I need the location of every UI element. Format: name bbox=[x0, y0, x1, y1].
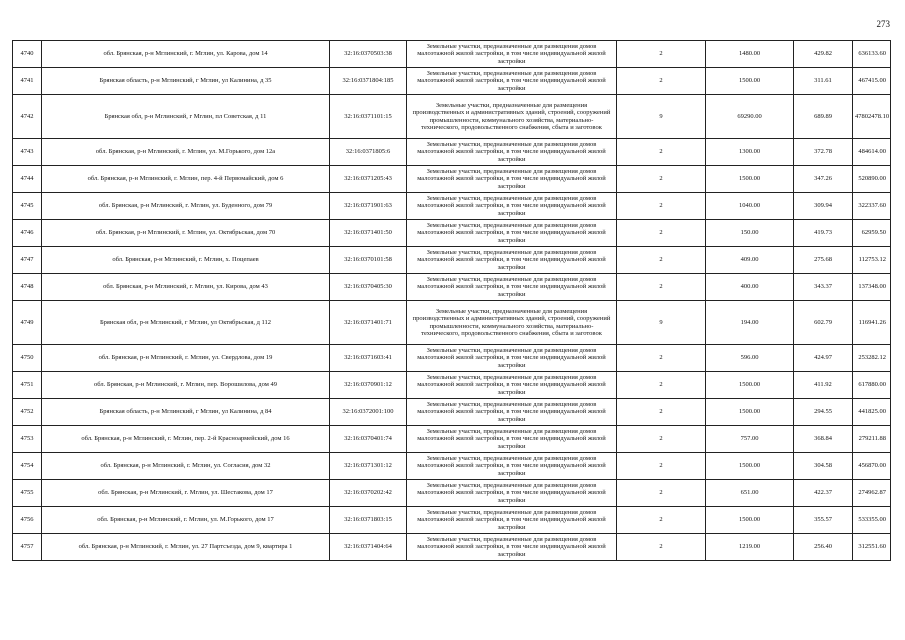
table-row bbox=[13, 480, 891, 507]
land-category-cell: Земельные участки, предназначенные для размещения домов малоэтажной жилой застройки, в том числе индивидуальной жилой застройки bbox=[407, 399, 617, 426]
table-row bbox=[13, 274, 891, 301]
area-cell: 1500.00 bbox=[706, 166, 794, 193]
cadastral-value-cell: 467415.00 bbox=[853, 68, 891, 95]
unit-price-cell: 689.89 bbox=[794, 95, 853, 139]
group-cell: 2 bbox=[617, 139, 706, 166]
table-row bbox=[13, 166, 891, 193]
cadastral-value-cell: 116941.26 bbox=[853, 301, 891, 345]
group-cell: 2 bbox=[617, 480, 706, 507]
table-row bbox=[13, 534, 891, 561]
group-cell: 2 bbox=[617, 68, 706, 95]
cadastral-value-cell: 520890.00 bbox=[853, 166, 891, 193]
address-cell: обл. Брянская, р-н Мглинский, г. Мглин, ул. Буденного, дом 79 bbox=[42, 193, 330, 220]
cadastral-value-cell: 617880.00 bbox=[853, 372, 891, 399]
group-cell: 2 bbox=[617, 372, 706, 399]
cadastral-value-cell: 312551.60 bbox=[853, 534, 891, 561]
group-cell: 2 bbox=[617, 507, 706, 534]
land-category-cell: Земельные участки, предназначенные для размещения домов малоэтажной жилой застройки, в том числе индивидуальной жилой застройки bbox=[407, 274, 617, 301]
land-category-cell: Земельные участки, предназначенные для размещения производственных и административных зданий, строений, сооружений промышленности, коммунального хозяйства, материально-технического, продовольственного снабжения, сбыта и заготовок bbox=[407, 301, 617, 345]
address-cell: обл. Брянская, р-н Мглинский, г. Мглин, пер. 4-й Первомайский, дом 6 bbox=[42, 166, 330, 193]
row-number-cell: 4742 bbox=[13, 95, 42, 139]
unit-price-cell: 419.73 bbox=[794, 220, 853, 247]
cadastral-number-cell: 32:16:0370503:38 bbox=[330, 41, 407, 68]
group-cell: 2 bbox=[617, 345, 706, 372]
table-row bbox=[13, 372, 891, 399]
cadastral-number-cell: 32:16:0371301:12 bbox=[330, 453, 407, 480]
area-cell: 757.00 bbox=[706, 426, 794, 453]
row-number-cell: 4752 bbox=[13, 399, 42, 426]
row-number-cell: 4750 bbox=[13, 345, 42, 372]
unit-price-cell: 343.37 bbox=[794, 274, 853, 301]
address-cell: обл. Брянская, р-н Мглинский, г. Мглин, ул. Октябрьская, дом 70 bbox=[42, 220, 330, 247]
area-cell: 1500.00 bbox=[706, 372, 794, 399]
row-number-cell: 4749 bbox=[13, 301, 42, 345]
table-row bbox=[13, 507, 891, 534]
address-cell: обл. Брянская, р-н Мглинский, г. Мглин, ул. Карова, дом 14 bbox=[42, 41, 330, 68]
unit-price-cell: 275.68 bbox=[794, 247, 853, 274]
land-category-cell: Земельные участки, предназначенные для размещения домов малоэтажной жилой застройки, в том числе индивидуальной жилой застройки bbox=[407, 507, 617, 534]
group-cell: 9 bbox=[617, 95, 706, 139]
cadastral-number-cell: 32:16:0371901:63 bbox=[330, 193, 407, 220]
cadastral-value-cell: 322337.60 bbox=[853, 193, 891, 220]
group-cell: 2 bbox=[617, 399, 706, 426]
row-number-cell: 4740 bbox=[13, 41, 42, 68]
cadastral-number-cell: 32:16:0371803:15 bbox=[330, 507, 407, 534]
address-cell: Брянская обл, р-н Мглинский, г Мглин, ул Октябрьская, д 112 bbox=[42, 301, 330, 345]
cadastral-value-cell: 47802478.10 bbox=[853, 95, 891, 139]
cadastral-number-cell: 32:16:0371603:41 bbox=[330, 345, 407, 372]
cadastral-number-cell: 32:16:0372001:100 bbox=[330, 399, 407, 426]
area-cell: 1500.00 bbox=[706, 399, 794, 426]
area-cell: 651.00 bbox=[706, 480, 794, 507]
unit-price-cell: 602.79 bbox=[794, 301, 853, 345]
area-cell: 1480.00 bbox=[706, 41, 794, 68]
unit-price-cell: 304.58 bbox=[794, 453, 853, 480]
group-cell: 2 bbox=[617, 41, 706, 68]
row-number-cell: 4744 bbox=[13, 166, 42, 193]
address-cell: Брянская область, р-н Мглинский, г Мглин, ул Калинина, д 84 bbox=[42, 399, 330, 426]
address-cell: обл. Брянская, р-н Мглинский, г. Мглин, ул. Кирова, дом 43 bbox=[42, 274, 330, 301]
cadastral-number-cell: 32:16:0370405:30 bbox=[330, 274, 407, 301]
table-row bbox=[13, 95, 891, 139]
group-cell: 2 bbox=[617, 247, 706, 274]
row-number-cell: 4755 bbox=[13, 480, 42, 507]
unit-price-cell: 422.37 bbox=[794, 480, 853, 507]
unit-price-cell: 294.55 bbox=[794, 399, 853, 426]
cadastral-number-cell: 32:16:0371804:185 bbox=[330, 68, 407, 95]
area-cell: 1500.00 bbox=[706, 453, 794, 480]
unit-price-cell: 256.40 bbox=[794, 534, 853, 561]
address-cell: обл. Брянская, р-н Мглинский, г. Мглин, пер. Ворошилова, дом 49 bbox=[42, 372, 330, 399]
area-cell: 1040.00 bbox=[706, 193, 794, 220]
cadastral-value-cell: 62959.50 bbox=[853, 220, 891, 247]
cadastral-number-cell: 32:16:0371401:71 bbox=[330, 301, 407, 345]
area-cell: 409.00 bbox=[706, 247, 794, 274]
unit-price-cell: 368.84 bbox=[794, 426, 853, 453]
row-number-cell: 4757 bbox=[13, 534, 42, 561]
group-cell: 2 bbox=[617, 193, 706, 220]
unit-price-cell: 347.26 bbox=[794, 166, 853, 193]
row-number-cell: 4747 bbox=[13, 247, 42, 274]
unit-price-cell: 311.61 bbox=[794, 68, 853, 95]
row-number-cell: 4754 bbox=[13, 453, 42, 480]
address-cell: обл. Брянская, р-н Мглинский, г. Мглин, ул. Свердлова, дом 19 bbox=[42, 345, 330, 372]
address-cell: обл. Брянская, р-н Мглинский, г. Мглин, пер. 2-й Красноармейский, дом 16 bbox=[42, 426, 330, 453]
unit-price-cell: 355.57 bbox=[794, 507, 853, 534]
table-body bbox=[13, 41, 891, 561]
row-number-cell: 4748 bbox=[13, 274, 42, 301]
address-cell: Брянская область, р-н Мглинский, г Мглин, ул Калинина, д 35 bbox=[42, 68, 330, 95]
cadastral-value-cell: 456870.00 bbox=[853, 453, 891, 480]
table-row bbox=[13, 247, 891, 274]
cadastral-number-cell: 32:16:0371404:64 bbox=[330, 534, 407, 561]
row-number-cell: 4756 bbox=[13, 507, 42, 534]
land-category-cell: Земельные участки, предназначенные для размещения домов малоэтажной жилой застройки, в том числе индивидуальной жилой застройки bbox=[407, 220, 617, 247]
cadastral-value-cell: 112753.12 bbox=[853, 247, 891, 274]
row-number-cell: 4753 bbox=[13, 426, 42, 453]
unit-price-cell: 309.94 bbox=[794, 193, 853, 220]
land-category-cell: Земельные участки, предназначенные для размещения домов малоэтажной жилой застройки, в том числе индивидуальной жилой застройки bbox=[407, 193, 617, 220]
table-row bbox=[13, 453, 891, 480]
cadastral-value-cell: 253282.12 bbox=[853, 345, 891, 372]
table-row bbox=[13, 68, 891, 95]
land-category-cell: Земельные участки, предназначенные для размещения домов малоэтажной жилой застройки, в том числе индивидуальной жилой застройки bbox=[407, 68, 617, 95]
page-number: 273 bbox=[876, 19, 890, 29]
cadastral-value-cell: 441825.00 bbox=[853, 399, 891, 426]
area-cell: 1500.00 bbox=[706, 68, 794, 95]
group-cell: 2 bbox=[617, 426, 706, 453]
group-cell: 2 bbox=[617, 453, 706, 480]
cadastral-value-cell: 137348.00 bbox=[853, 274, 891, 301]
row-number-cell: 4746 bbox=[13, 220, 42, 247]
table-row bbox=[13, 426, 891, 453]
address-cell: обл. Брянская, р-н Мглинский, г. Мглин, х. Поцепаев bbox=[42, 247, 330, 274]
table-row bbox=[13, 139, 891, 166]
unit-price-cell: 424.97 bbox=[794, 345, 853, 372]
land-category-cell: Земельные участки, предназначенные для размещения домов малоэтажной жилой застройки, в том числе индивидуальной жилой застройки bbox=[407, 426, 617, 453]
table-row bbox=[13, 399, 891, 426]
cadastral-value-cell: 533355.00 bbox=[853, 507, 891, 534]
cadastral-number-cell: 32:16:0371205:43 bbox=[330, 166, 407, 193]
area-cell: 194.00 bbox=[706, 301, 794, 345]
area-cell: 400.00 bbox=[706, 274, 794, 301]
group-cell: 9 bbox=[617, 301, 706, 345]
cadastral-number-cell: 32:16:0371805:6 bbox=[330, 139, 407, 166]
address-cell: обл. Брянская, р-н Мглинский, г. Мглин, ул. Шестакова, дом 17 bbox=[42, 480, 330, 507]
table-row bbox=[13, 345, 891, 372]
land-category-cell: Земельные участки, предназначенные для размещения домов малоэтажной жилой застройки, в том числе индивидуальной жилой застройки bbox=[407, 453, 617, 480]
cadastral-number-cell: 32:16:0370202:42 bbox=[330, 480, 407, 507]
address-cell: обл. Брянская, р-н Мглинский, г. Мглин, ул. М.Горького, дом 12а bbox=[42, 139, 330, 166]
table-row bbox=[13, 41, 891, 68]
land-category-cell: Земельные участки, предназначенные для размещения домов малоэтажной жилой застройки, в том числе индивидуальной жилой застройки bbox=[407, 139, 617, 166]
row-number-cell: 4751 bbox=[13, 372, 42, 399]
land-plots-table bbox=[12, 40, 891, 561]
row-number-cell: 4745 bbox=[13, 193, 42, 220]
land-category-cell: Земельные участки, предназначенные для размещения домов малоэтажной жилой застройки, в том числе индивидуальной жилой застройки bbox=[407, 345, 617, 372]
area-cell: 1500.00 bbox=[706, 507, 794, 534]
row-number-cell: 4741 bbox=[13, 68, 42, 95]
cadastral-number-cell: 32:16:0370401:74 bbox=[330, 426, 407, 453]
table-row bbox=[13, 193, 891, 220]
cadastral-number-cell: 32:16:0370901:12 bbox=[330, 372, 407, 399]
address-cell: обл. Брянская, р-н Мглинский, г. Мглин, ул. 27 Партсъезда, дом 9, квартира 1 bbox=[42, 534, 330, 561]
land-category-cell: Земельные участки, предназначенные для размещения домов малоэтажной жилой застройки, в том числе индивидуальной жилой застройки bbox=[407, 247, 617, 274]
address-cell: обл. Брянская, р-н Мглинский, г. Мглин, ул. М.Горького, дом 17 bbox=[42, 507, 330, 534]
area-cell: 1300.00 bbox=[706, 139, 794, 166]
land-category-cell: Земельные участки, предназначенные для размещения производственных и административных зданий, строений, сооружений промышленности, коммунального хозяйства, материально-технического, продовольственного снабжения, сбыта и заготовок bbox=[407, 95, 617, 139]
table-row bbox=[13, 301, 891, 345]
area-cell: 150.00 bbox=[706, 220, 794, 247]
unit-price-cell: 372.78 bbox=[794, 139, 853, 166]
area-cell: 1219.00 bbox=[706, 534, 794, 561]
land-category-cell: Земельные участки, предназначенные для размещения домов малоэтажной жилой застройки, в том числе индивидуальной жилой застройки bbox=[407, 41, 617, 68]
area-cell: 596.00 bbox=[706, 345, 794, 372]
row-number-cell: 4743 bbox=[13, 139, 42, 166]
cadastral-value-cell: 484614.00 bbox=[853, 139, 891, 166]
group-cell: 2 bbox=[617, 534, 706, 561]
cadastral-number-cell: 32:16:0370101:58 bbox=[330, 247, 407, 274]
cadastral-value-cell: 274962.87 bbox=[853, 480, 891, 507]
group-cell: 2 bbox=[617, 274, 706, 301]
area-cell: 69290.00 bbox=[706, 95, 794, 139]
address-cell: Брянская обл, р-н Мглинский, г Мглин, пл Советская, д 11 bbox=[42, 95, 330, 139]
table-row bbox=[13, 220, 891, 247]
cadastral-number-cell: 32:16:0371401:50 bbox=[330, 220, 407, 247]
group-cell: 2 bbox=[617, 220, 706, 247]
cadastral-value-cell: 636133.60 bbox=[853, 41, 891, 68]
group-cell: 2 bbox=[617, 166, 706, 193]
land-category-cell: Земельные участки, предназначенные для размещения домов малоэтажной жилой застройки, в том числе индивидуальной жилой застройки bbox=[407, 480, 617, 507]
unit-price-cell: 429.82 bbox=[794, 41, 853, 68]
cadastral-number-cell: 32:16:0371101:15 bbox=[330, 95, 407, 139]
address-cell: обл. Брянская, р-н Мглинский, г. Мглин, ул. Согласия, дом 32 bbox=[42, 453, 330, 480]
land-category-cell: Земельные участки, предназначенные для размещения домов малоэтажной жилой застройки, в том числе индивидуальной жилой застройки bbox=[407, 372, 617, 399]
land-category-cell: Земельные участки, предназначенные для размещения домов малоэтажной жилой застройки, в том числе индивидуальной жилой застройки bbox=[407, 166, 617, 193]
unit-price-cell: 411.92 bbox=[794, 372, 853, 399]
cadastral-value-cell: 279211.88 bbox=[853, 426, 891, 453]
land-category-cell: Земельные участки, предназначенные для размещения домов малоэтажной жилой застройки, в том числе индивидуальной жилой застройки bbox=[407, 534, 617, 561]
